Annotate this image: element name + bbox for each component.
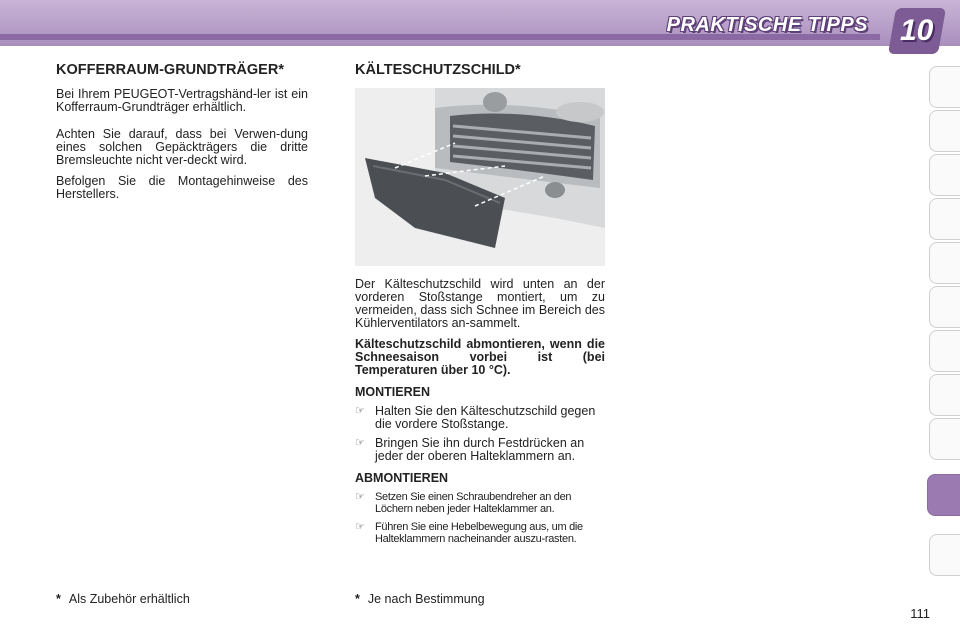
chapter-tab[interactable] bbox=[929, 198, 960, 240]
left-column bbox=[56, 62, 308, 209]
car-front-image bbox=[355, 88, 605, 266]
page-number: 111 bbox=[910, 606, 930, 621]
chapter-tab[interactable] bbox=[929, 154, 960, 196]
right-column bbox=[355, 62, 605, 551]
chapter-number-badge bbox=[888, 8, 946, 54]
list-item: ☞ Halten Sie den Kälteschutzschild gegen die vordere Stoßstange. bbox=[355, 404, 596, 431]
chapter-tab[interactable] bbox=[929, 534, 960, 576]
chapter-tabs bbox=[926, 66, 960, 576]
chapter-tab[interactable] bbox=[929, 374, 960, 416]
paragraph: Achten Sie darauf, dass bei Verwen-dung eines solchen Gepäckträgers die dritte Bremsleuchte nicht ver-deckt wird. bbox=[56, 127, 308, 167]
footnote-right: * Je nach Bestimmung bbox=[355, 592, 485, 606]
pointing-hand-icon: ☞ bbox=[355, 521, 365, 533]
paragraph: Bei Ihrem PEUGEOT-Vertragshänd-ler ist ein Kofferraum-Grundträger erhältlich. bbox=[56, 87, 308, 114]
pointing-hand-icon: ☞ bbox=[355, 437, 365, 449]
list-item: ☞ Bringen Sie ihn durch Festdrücken an jeder der oberen Halteklammern an. bbox=[355, 436, 585, 463]
list-item: ☞ Setzen Sie einen Schraubendreher an den Löchern neben jeder Halteklammer an. bbox=[355, 491, 572, 515]
section-heading-roof-rack: KOFFERRAUM-GRUNDTRÄGER* bbox=[56, 62, 284, 78]
chapter-tab-active[interactable] bbox=[927, 474, 960, 516]
chapter-tab[interactable] bbox=[929, 330, 960, 372]
paragraph-bold: Kälteschutzschild abmontieren, wenn die Schneesaison vorbei ist (bei Temperaturen über 10 °C). bbox=[355, 337, 605, 377]
pointing-hand-icon: ☞ bbox=[355, 405, 365, 417]
paragraph: Der Kälteschutzschild wird unten an der vorderen Stoßstange montiert, um zu vermeiden, dass sich Schnee im Bereich des Kühlerventilators an-sammelt. bbox=[355, 277, 605, 330]
front-bumper-illustration bbox=[355, 88, 605, 266]
chapter-tab[interactable] bbox=[929, 242, 960, 284]
paragraph: Befolgen Sie die Montagehinweise des Herstellers. bbox=[56, 174, 308, 201]
chapter-tab[interactable] bbox=[929, 418, 960, 460]
section-heading-cold-shield: KÄLTESCHUTZSCHILD* bbox=[355, 62, 521, 78]
subheading-dismount: ABMONTIEREN bbox=[355, 471, 449, 485]
footnote-left: * Als Zubehör erhältlich bbox=[56, 592, 190, 606]
chapter-tab[interactable] bbox=[929, 286, 960, 328]
chapter-title: PRAKTISCHE TIPPS bbox=[666, 14, 868, 36]
pointing-hand-icon: ☞ bbox=[355, 491, 365, 503]
subheading-mount: MONTIEREN bbox=[355, 385, 430, 399]
chapter-tab[interactable] bbox=[929, 66, 960, 108]
chapter-tab[interactable] bbox=[929, 110, 960, 152]
page-header bbox=[0, 0, 960, 46]
list-item: ☞ Führen Sie eine Hebelbewegung aus, um die Halteklammern nacheinander auszu-rasten. bbox=[355, 521, 583, 545]
chapter-number: 10 bbox=[900, 14, 934, 47]
